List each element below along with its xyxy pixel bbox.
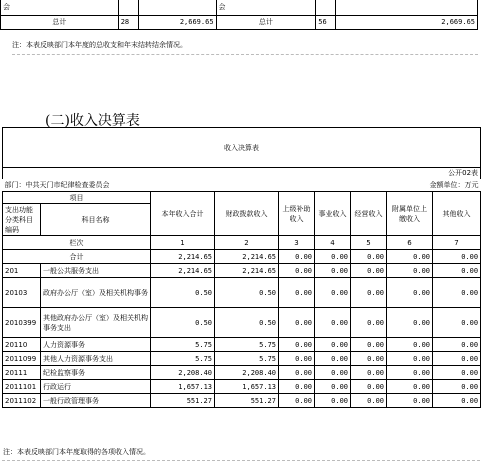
row-value: 0.00 [433,338,481,352]
index-cell: 7 [433,236,481,250]
amount-unit: 金额单位：万元 [429,180,479,189]
row-code: 2011102 [3,394,41,408]
header-operation: 经营收入 [351,192,387,236]
prev-total-amount-left: 2,669.65 [138,15,216,29]
total-row-label: 合计 [3,250,151,264]
header-superior-grant: 上级补助收入 [279,192,315,236]
row-value: 0.00 [279,308,315,338]
header-total-income: 本年收入合计 [151,192,215,236]
row-value: 0.00 [279,338,315,352]
header-project: 项目 [3,192,151,204]
row-value: 0.00 [433,394,481,408]
row-name: 一般公共服务支出 [41,264,151,278]
table-row [3,352,481,366]
row-name: 纪检监察事务 [41,366,151,380]
row-code: 20110 [3,338,41,352]
header-business: 事业收入 [315,192,351,236]
total-cell: 2,214.65 [151,250,215,264]
table-row [3,338,481,352]
total-cell: 2,214.65 [215,250,279,264]
row-value: 0.00 [315,264,351,278]
index-cell: 1 [151,236,215,250]
row-value: 0.00 [387,278,433,308]
row-value: 0.00 [315,366,351,380]
index-cell: 3 [279,236,315,250]
row-index-label: 栏次 [3,236,151,250]
row-value: 1,657.13 [151,380,215,394]
row-value: 0.00 [387,308,433,338]
department-label: 部门：中共天门市纪律检查委员会 [4,180,110,189]
row-value: 0.00 [433,278,481,308]
prev-total-count-left: 28 [118,15,138,29]
row-value: 551.27 [151,394,215,408]
row-value: 0.00 [315,278,351,308]
header-other: 其他收入 [433,192,481,236]
row-value: 0.50 [151,308,215,338]
row-value: 0.00 [351,278,387,308]
row-name: 其他人力资源事务支出 [41,352,151,366]
previous-table-fragment [0,0,478,30]
prev-total-amount-right: 2,669.65 [336,15,478,29]
row-value: 0.00 [315,380,351,394]
row-value: 0.00 [433,264,481,278]
row-value: 0.00 [387,366,433,380]
table-row [3,394,481,408]
doc-title: 收入决算表 [3,128,481,168]
row-value: 0.00 [279,394,315,408]
row-value: 0.00 [387,394,433,408]
row-value: 0.00 [387,338,433,352]
table-row [3,264,481,278]
prev-total-label-left: 总计 [1,15,119,29]
row-value: 0.00 [433,308,481,338]
row-value: 5.75 [151,352,215,366]
row-name: 政府办公厅（室）及相关机构事务 [41,278,151,308]
section-title: (二)收入决算表 [45,113,140,129]
row-value: 0.00 [351,264,387,278]
index-cell: 2 [215,236,279,250]
prev-total-count-right: 56 [316,15,336,29]
total-cell: 0.00 [279,250,315,264]
prev-col-right: 会 [216,0,316,15]
header-func-code: 支出功能分类科目编码 [3,204,41,236]
row-code: 2010399 [3,308,41,338]
index-cell: 6 [387,236,433,250]
row-value: 0.00 [279,366,315,380]
row-value: 0.50 [215,308,279,338]
row-code: 2011099 [3,352,41,366]
row-code: 20103 [3,278,41,308]
row-value: 0.50 [215,278,279,308]
row-value: 0.00 [315,352,351,366]
table-row [3,380,481,394]
row-value: 551.27 [215,394,279,408]
prev-table-note: 注：本表反映部门本年度的总收支和年末结转结余情况。 [12,41,187,49]
row-value: 0.00 [351,338,387,352]
row-value: 1,657.13 [215,380,279,394]
row-name: 其他政府办公厅（室）及相关机构事务支出 [41,308,151,338]
prev-total-label-right: 总计 [216,15,316,29]
header-fiscal: 财政拨款收入 [215,192,279,236]
total-cell: 0.00 [433,250,481,264]
header-subject-name: 科目名称 [41,204,151,236]
row-name: 人力资源事务 [41,338,151,352]
page-break-line [2,460,480,461]
row-value: 0.00 [279,352,315,366]
row-value: 2,214.65 [151,264,215,278]
table-row [3,366,481,380]
row-value: 0.00 [351,352,387,366]
index-cell: 5 [351,236,387,250]
row-value: 0.00 [279,380,315,394]
row-value: 5.75 [215,338,279,352]
row-value: 0.00 [387,264,433,278]
form-number: 公开02表 [3,168,481,179]
row-value: 0.00 [279,264,315,278]
total-cell: 0.00 [315,250,351,264]
row-code: 20111 [3,366,41,380]
row-value: 2,208.40 [151,366,215,380]
index-cell: 4 [315,236,351,250]
row-value: 0.00 [315,394,351,408]
row-code: 201 [3,264,41,278]
income-table [2,127,481,408]
row-name: 行政运行 [41,380,151,394]
page-break-line [12,54,478,55]
row-value: 5.75 [215,352,279,366]
row-value: 0.00 [351,366,387,380]
row-code: 2011101 [3,380,41,394]
row-value: 0.00 [351,394,387,408]
row-value: 0.00 [433,366,481,380]
table-footnote: 注：本表反映部门本年度取得的各项收入情况。 [3,448,150,456]
row-value: 2,208.40 [215,366,279,380]
row-name: 一般行政管理事务 [41,394,151,408]
row-value: 0.00 [387,352,433,366]
row-value: 5.75 [151,338,215,352]
row-value: 0.00 [315,308,351,338]
table-row [3,278,481,308]
prev-col-left: 会 [1,0,119,15]
row-value: 0.00 [315,338,351,352]
row-value: 0.50 [151,278,215,308]
row-value: 0.00 [433,380,481,394]
row-value: 0.00 [387,380,433,394]
row-value: 0.00 [433,352,481,366]
total-cell: 0.00 [351,250,387,264]
row-value: 0.00 [351,380,387,394]
row-value: 0.00 [351,308,387,338]
table-row [3,308,481,338]
header-affiliated: 附属单位上缴收入 [387,192,433,236]
row-value: 2,214.65 [215,264,279,278]
total-cell: 0.00 [387,250,433,264]
row-value: 0.00 [279,278,315,308]
